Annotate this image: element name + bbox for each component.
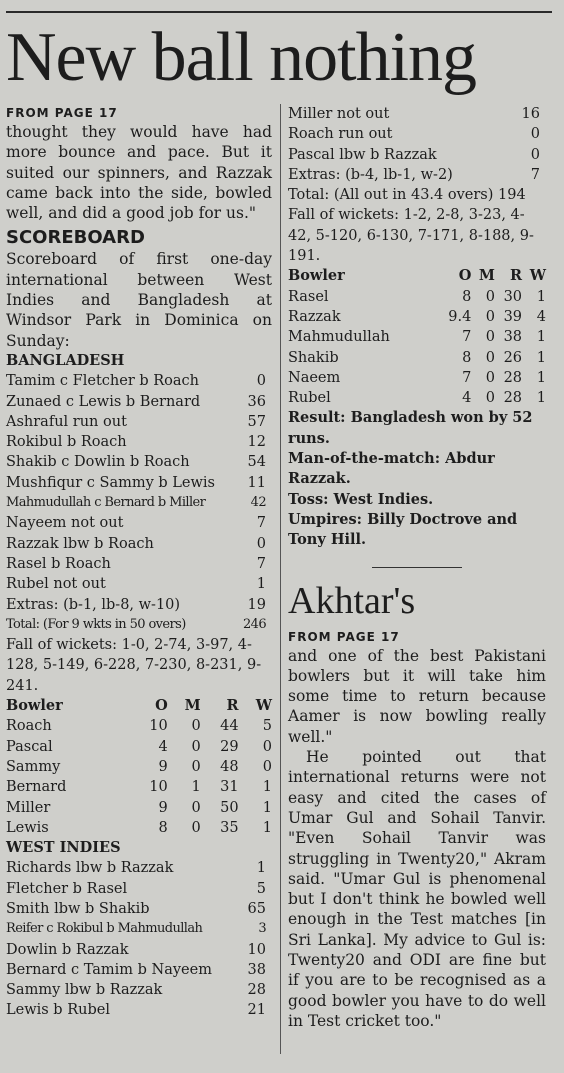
bowling-figure: 50 <box>220 799 239 816</box>
toss: Toss: West Indies. <box>288 490 434 508</box>
batsman-entry: Sammy lbw b Razzak <box>6 982 163 999</box>
runs-value: 19 <box>247 596 266 613</box>
west-indies-bowling-table <box>6 696 272 838</box>
bowling-figure: 0 <box>191 758 201 775</box>
bowling-figure: 30 <box>503 288 523 305</box>
batting-line <box>6 473 272 493</box>
batsman-entry: Reifer c Rokibul b Mahmudullah <box>6 921 203 937</box>
bowling-figure: 0 <box>485 369 495 386</box>
runs-value: 28 <box>247 982 266 999</box>
runs-value: 0 <box>530 146 540 163</box>
bangladesh-bowling-table <box>288 266 546 408</box>
batting-line <box>6 574 272 594</box>
bowling-figure: 0 <box>191 738 201 755</box>
bowling-header-cell: O <box>458 267 472 285</box>
runs-value: 1 <box>256 860 266 877</box>
batsman-entry: Shakib c Dowlin b Roach <box>6 454 190 471</box>
batting-line <box>6 595 272 615</box>
bowling-figure: 4 <box>536 308 546 325</box>
batting-line <box>6 554 272 574</box>
bowler-name: Lewis <box>6 819 49 836</box>
batsman-entry: Fletcher b Rasel <box>6 880 128 897</box>
batsman-entry: Pascal lbw b Razzak <box>288 146 437 163</box>
bowling-header-cell: M <box>184 697 201 715</box>
bowling-figure: 10 <box>149 718 168 735</box>
bowling-header-cell: W <box>255 697 272 715</box>
bowling-header-row <box>288 266 546 286</box>
bowler-name: Miller <box>6 799 51 816</box>
runs-value: 7 <box>530 166 540 183</box>
bowling-row <box>288 368 546 388</box>
batting-line <box>6 980 272 1000</box>
section-divider <box>372 567 462 568</box>
bowling-figure: 0 <box>485 308 495 325</box>
batsman-entry: Roach run out <box>288 126 393 143</box>
runs-value: 10 <box>247 941 266 958</box>
bowling-header-cell: R <box>226 697 239 715</box>
bowler-name: Roach <box>6 718 52 735</box>
bowler-name: Rubel <box>288 390 331 407</box>
batting-line <box>288 145 546 165</box>
batsman-entry: Razzak lbw b Roach <box>6 535 154 552</box>
bowling-header-cell: R <box>509 267 523 285</box>
column-divider <box>280 104 281 1054</box>
bowling-figure: 28 <box>503 390 523 407</box>
bowling-figure: 1 <box>191 779 201 796</box>
akhtar-subhead: Akhtar's <box>288 579 416 622</box>
bowling-row <box>6 818 272 838</box>
batsman-entry: Extras: (b-4, lb-1, w-2) <box>288 166 453 183</box>
bowling-figure: 1 <box>536 369 546 386</box>
bowling-figure: 0 <box>485 349 495 366</box>
batsman-entry: Zunaed c Lewis b Bernard <box>6 393 201 410</box>
bowling-figure: 1 <box>536 390 546 407</box>
bowling-figure: 0 <box>485 390 495 407</box>
batsman-entry: Mahmudullah c Bernard b Miller <box>6 495 206 511</box>
bowling-figure: 0 <box>191 718 201 735</box>
runs-value: 7 <box>256 555 266 572</box>
kicker: FROM PAGE 17 <box>288 629 400 644</box>
bowler-name: Shakib <box>288 349 339 366</box>
bowling-figure: 44 <box>220 718 239 735</box>
runs-value: 246 <box>242 616 266 632</box>
kicker: FROM PAGE 17 <box>6 106 118 120</box>
bowling-figure: 1 <box>262 799 272 816</box>
batsman-entry: Richards lbw b Razzak <box>6 860 174 877</box>
batsman-entry: Total: (For 9 wkts in 50 overs) <box>6 616 186 632</box>
bowling-row <box>288 287 546 307</box>
team-heading-west-indies: WEST INDIES <box>6 839 121 857</box>
bowling-header-cell: Bowler <box>6 697 63 715</box>
runs-value: 65 <box>247 900 266 917</box>
batting-line <box>6 899 272 919</box>
batsman-entry: Dowlin b Razzak <box>6 941 129 958</box>
bowling-figure: 0 <box>485 329 495 346</box>
runs-value: 1 <box>256 576 266 593</box>
batsman-entry: Rubel not out <box>6 576 106 593</box>
batting-line <box>6 392 272 412</box>
batting-line <box>6 412 272 432</box>
batting-line <box>6 940 272 960</box>
batting-line <box>6 513 272 533</box>
bowling-figure: 8 <box>462 288 472 305</box>
batting-line <box>6 1000 272 1020</box>
bowling-figure: 7 <box>462 369 472 386</box>
bowling-figure: 7 <box>462 329 472 346</box>
bowling-figure: 1 <box>262 819 272 836</box>
runs-value: 0 <box>530 126 540 143</box>
west-indies-batting-continued <box>288 104 546 185</box>
bowling-figure: 28 <box>503 369 523 386</box>
batsman-entry: Miller not out <box>288 106 390 122</box>
bangladesh-batting <box>6 371 272 635</box>
bowling-figure: 1 <box>536 288 546 305</box>
bowler-name: Bernard <box>6 779 67 796</box>
runs-value: 3 <box>258 921 266 937</box>
bowling-figure: 26 <box>503 349 523 366</box>
bowling-figure: 9 <box>158 758 168 775</box>
batting-line <box>288 104 546 124</box>
bowling-figure: 4 <box>158 738 168 755</box>
bowling-figure: 10 <box>149 779 168 796</box>
bowling-figure: 1 <box>536 349 546 366</box>
batting-line <box>6 432 272 452</box>
scoreboard-heading: SCOREBOARD <box>6 227 145 249</box>
batting-line <box>288 165 546 185</box>
bowling-header-cell: M <box>478 267 495 285</box>
batsman-entry: Mushfiqur c Sammy b Lewis <box>6 474 215 491</box>
bowling-figure: 31 <box>220 779 239 796</box>
bowler-name: Rasel <box>288 288 329 305</box>
bowler-name: Sammy <box>6 758 61 775</box>
bowling-figure: 0 <box>262 758 272 775</box>
bowling-figure: 1 <box>536 329 546 346</box>
umpires: Umpires: Billy Doctrove and Tony Hill. <box>288 510 518 549</box>
bowling-figure: 29 <box>220 738 239 755</box>
bowling-figure: 4 <box>462 390 472 407</box>
batsman-entry: Extras: (b-1, lb-8, w-10) <box>6 596 181 613</box>
batting-line <box>6 879 272 899</box>
bowling-row <box>288 348 546 368</box>
bowling-figure: 8 <box>462 349 472 366</box>
runs-value: 0 <box>256 535 266 552</box>
right-column <box>288 104 546 1031</box>
runs-value: 36 <box>247 393 266 410</box>
top-rule <box>6 11 552 13</box>
batting-line <box>6 615 272 635</box>
runs-value: 5 <box>256 880 266 897</box>
batsman-entry: Rasel b Roach <box>6 555 111 572</box>
man-of-the-match: Man-of-the-match: Abdur Razzak. <box>288 450 495 488</box>
article-paragraph: He pointed out that international returns were not easy and cited the cases of Umar Gul and Sohail Tanvir. "Even Sohail Tanvir was struggling in Twenty20," Akram said. "Umar Gul is phenomenal but I don't think he bowled well enough in the Test matches [in Sri Lanka]. My advice to Gul is: Twenty20 and ODI are fine but if you are to be recognised as a good bowler you have to do well in Test cricket too." <box>288 748 546 1030</box>
bowling-figure: 48 <box>220 758 239 775</box>
batsman-entry: Nayeem not out <box>6 515 124 532</box>
batting-line <box>6 534 272 554</box>
bowling-figure: 8 <box>158 819 168 836</box>
bowling-figure: 0 <box>262 738 272 755</box>
batting-line <box>288 124 546 144</box>
bowling-figure: 0 <box>191 799 201 816</box>
bowling-row <box>288 327 546 347</box>
runs-value: 7 <box>256 515 266 532</box>
bowling-header-row <box>6 696 272 716</box>
bowling-row <box>6 737 272 757</box>
batting-line <box>6 960 272 980</box>
bowling-figure: 5 <box>262 718 272 735</box>
bowling-row <box>6 757 272 777</box>
headline: New ball nothing <box>6 19 477 96</box>
batting-line <box>6 493 272 513</box>
team-heading-bangladesh: BANGLADESH <box>6 351 125 369</box>
runs-value: 42 <box>250 495 266 511</box>
bowler-name: Naeem <box>288 369 341 386</box>
match-result: Result: Bangladesh won by 52 runs. <box>288 409 533 447</box>
bowler-name: Razzak <box>288 308 341 325</box>
batsman-entry: Tamim c Fletcher b Roach <box>6 373 199 390</box>
bowling-figure: 39 <box>503 308 523 325</box>
bowling-figure: 35 <box>220 819 239 836</box>
bowling-figure: 9.4 <box>448 308 472 325</box>
intro-paragraph: thought they would have had more bounce and pace. But it suited our spinners, and Razzak came back into the side, bowled well, and did a good job for us." <box>6 123 272 223</box>
bowling-figure: 38 <box>503 329 523 346</box>
batsman-entry: Rokibul b Roach <box>6 434 127 451</box>
bowling-figure: 0 <box>485 288 495 305</box>
fall-of-wickets-bangladesh: Fall of wickets: 1-0, 2-74, 3-97, 4-128, 5-149, 6-228, 7-230, 8-231, 9-241. <box>6 637 262 694</box>
bowling-row <box>288 388 546 408</box>
batsman-entry: Smith lbw b Shakib <box>6 900 150 917</box>
runs-value: 54 <box>247 454 266 471</box>
runs-value: 57 <box>247 413 266 430</box>
batting-line <box>6 452 272 472</box>
bowling-header-cell: O <box>155 697 168 715</box>
left-column <box>6 104 272 1021</box>
batting-line <box>6 919 272 939</box>
batsman-entry: Lewis b Rubel <box>6 1002 110 1019</box>
runs-value: 11 <box>247 474 266 491</box>
bowler-name: Pascal <box>6 738 53 755</box>
bowling-figure: 0 <box>191 819 201 836</box>
batting-line <box>6 858 272 878</box>
runs-value: 0 <box>256 373 266 390</box>
bowling-row <box>6 716 272 736</box>
bowling-row <box>288 307 546 327</box>
batsman-entry: Bernard c Tamim b Nayeem <box>6 961 212 978</box>
fall-of-wickets-west-indies: Fall of wickets: 1-2, 2-8, 3-23, 4-42, 5-120, 6-130, 7-171, 8-188, 9-191. <box>288 207 534 265</box>
runs-value: 12 <box>247 434 266 451</box>
bowling-row <box>6 798 272 818</box>
west-indies-total: Total: (All out in 43.4 overs) 194 <box>288 187 526 204</box>
scoreboard-description: Scoreboard of first one-day international between West Indies and Bangladesh at Windsor Park in Dominica on Sunday: <box>6 250 272 350</box>
bowling-header-cell: W <box>529 267 546 285</box>
article-paragraph: and one of the best Pakistani bowlers but it will take him some time to return because Aamer is now bowling really well." <box>288 646 546 746</box>
bowling-figure: 9 <box>158 799 168 816</box>
runs-value: 16 <box>521 106 540 122</box>
runs-value: 38 <box>247 961 266 978</box>
west-indies-batting <box>6 858 272 1020</box>
bowling-row <box>6 777 272 797</box>
batting-line <box>6 371 272 391</box>
runs-value: 21 <box>247 1002 266 1019</box>
bowling-header-cell: Bowler <box>288 267 345 285</box>
bowling-figure: 1 <box>262 779 272 796</box>
bowler-name: Mahmudullah <box>288 329 390 346</box>
batsman-entry: Ashraful run out <box>6 413 127 430</box>
